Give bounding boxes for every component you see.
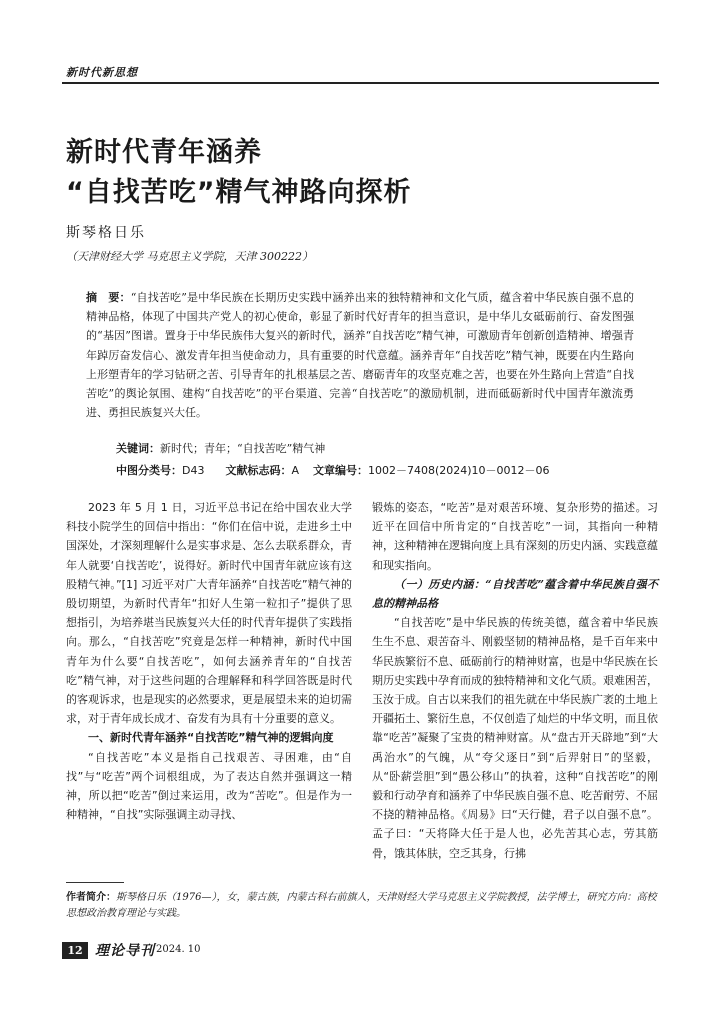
abstract-label: 摘 要：	[86, 291, 131, 304]
keywords-text: 新时代；青年；“自找苦吃”精气神	[160, 442, 326, 455]
article-number-value: 1002－7408(2024)10－0012－06	[367, 464, 550, 477]
subsection-heading: （一）历史内涵：“自找苦吃”蕴含着中华民族自强不息的精神品格	[372, 577, 658, 611]
page-number: 12	[62, 942, 88, 959]
running-head: 新时代新思想	[66, 66, 138, 79]
body-left-column	[66, 498, 352, 824]
clc-value: D43	[182, 464, 205, 477]
clc-label: 中图分类号：	[116, 464, 182, 477]
keywords	[116, 440, 325, 456]
footnote-rule	[66, 882, 124, 883]
abstract-text: “自找苦吃”是中华民族在长期历史实践中涵养出来的独特精神和文化气质，蕴含着中华民族自强不息的精神品格，体现了中国共产党人的初心使命，彰显了新时代好青年的担当意识，是中华儿女砥砺前行、奋发图强的“基因”图谱。置身于中华民族伟大复兴的新时代，涵养“自找苦吃”精气神，可激励青年创新创造精神、增强青年踔厉奋发信心、激发青年担当使命动力，具有重要的时代意蕴。涵养青年“自找苦吃”精气神，既要在内生路向上形塑青年的学习钻研之苦、引导青年的扎根基层之苦、磨砺青年的攻坚克难之苦，也要在外生路向上营造“自找苦吃”的舆论氛围、建构“自找苦吃”的平台渠道、完善“自找苦吃”的激励机制，进而砥砺新时代中国青年激流勇进、勇担民族复兴大任。	[86, 291, 634, 420]
body-paragraph: 锻炼的姿态，“吃苦”是对艰苦环境、复杂形势的描述。习近平在回信中所肯定的“自找苦吃”一词，其指向一种精神，这种精神在逻辑向度上具有深刻的历史内涵、实践意蕴和现实指向。	[372, 501, 658, 572]
footnote-label: 作者简介：	[66, 892, 116, 903]
keywords-label: 关键词：	[116, 442, 160, 455]
abstract	[86, 288, 634, 422]
doc-code-label: 文献标志码：	[225, 464, 292, 477]
footnote-text: 斯琴格日乐（1976—），女，蒙古族，内蒙古科右前旗人，天津财经大学马克思主义学院教授，法学博士，研究方向：高校思想政治教育理论与实践。	[66, 892, 657, 919]
article-number-label: 文章编号：	[312, 464, 368, 477]
title-line-2: “自找苦吃”精气神路向探析	[66, 177, 412, 208]
doc-code-value: A	[291, 464, 299, 477]
body-right-column	[372, 498, 658, 863]
body-paragraph: “自找苦吃”本义是指自己找艰苦、寻困难，由“自找”与“吃苦”两个词根组成，为了表达自然并强调这一精神，所以把“吃苦”倒过来运用，改为“苦吃”。但是作为一种精神，“自找”实际强调主动寻找、	[66, 750, 352, 822]
title-line-1: 新时代青年涵养	[66, 137, 262, 168]
author-affiliation: （天津财经大学 马克思主义学院，天津 300222）	[66, 250, 313, 263]
classification-line	[116, 462, 550, 478]
body-paragraph: 2023 年 5 月 1 日，习近平总书记在给中国农业大学科技小院学生的回信中指出：“你们在信中说，走进乡土中国深处，才深刻理解什么是实事求是、怎么去联系群众，青年人就要‘自找苦吃’，说得好。新时代中国青年就应该有这股精气神。”[1] 习近平对广大青年涵养“自找苦吃”精气神的殷切期望，为新时代青年“扣好人生第一粒扣子”提供了思想指引，为培养堪当民族复兴大任的时代青年提供了实践指向。那么，“自找苦吃”究竟是怎样一种精神，新时代中国青年为什么要“自找苦吃”，如何去涵养青年的“自找苦吃”精气神，对于这些问题的合理解释和科学回答既是时代的客观诉求，也是现实的必然要求，更是展望未来的迫切需求，对于青年成长成才、奋发有为具有十分重要的意义。	[66, 501, 352, 726]
journal-name: 理论导刊	[95, 943, 155, 959]
section-heading: 一、新时代青年涵养“自找苦吃”精气神的逻辑向度	[88, 731, 334, 745]
author-footnote	[66, 890, 660, 922]
header-rule	[62, 82, 659, 84]
author-name: 斯琴格日乐	[66, 225, 146, 241]
issue-date: 2024. 10	[156, 944, 201, 955]
body-paragraph: “自找苦吃”是中华民族的传统美德，蕴含着中华民族生生不息、艰苦奋斗、刚毅坚韧的精神品格，是千百年来中华民族繁衍不息、砥砺前行的精神财富，也是中华民族在长期历史实践中孕育而成的独特精神和文化气质。艰难困苦，玉汝于成。自古以来我们的祖先就在中华民族广袤的土地上开疆拓土、繁衍生息，不仅创造了灿烂的中华文明，而且依靠“吃苦”凝聚了宝贵的精神财富。从“盘古开天辟地”到“大禹治水”的气魄，从“夸父逐日”到“后羿射日”的坚毅，从“卧薪尝胆”到“愚公移山”的执着，这种“自找苦吃”的刚毅和行动孕育和涵养了中华民族自强不息、吃苦耐劳、不屈不挠的精神品格。《周易》曰“天行健，君子以自强不息”。孟子曰：“天将降大任于是人也，必先苦其心志，劳其筋骨，饿其体肤，空乏其身，行拂	[372, 616, 658, 860]
